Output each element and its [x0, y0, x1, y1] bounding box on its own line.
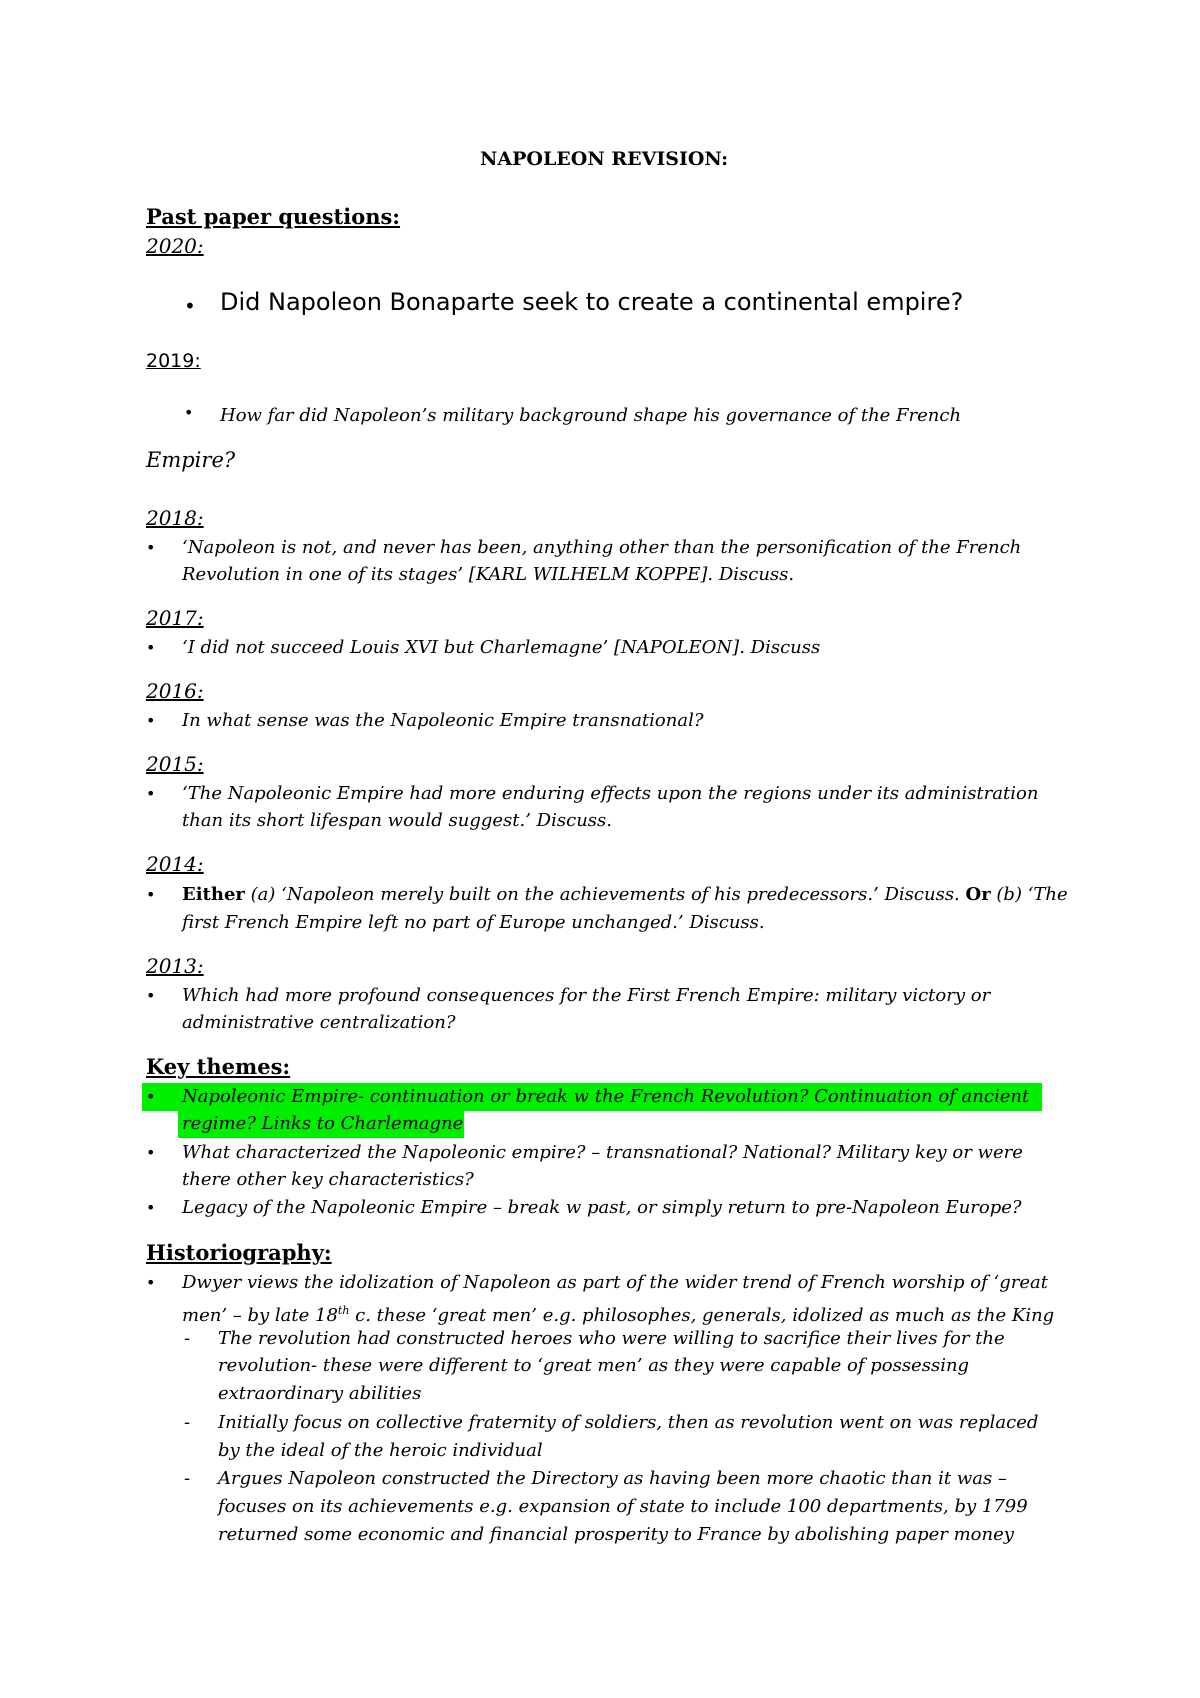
question-2019-line2: Empire? — [146, 448, 236, 472]
question-2020: Did Napoleon Bonaparte seek to create a continental empire? — [220, 288, 964, 316]
bullet: • — [146, 711, 156, 730]
bullet: • — [146, 1143, 156, 1162]
page-title: NAPOLEON REVISION: — [480, 148, 729, 170]
bullet: • — [146, 885, 156, 904]
subpoint-1-line2: revolution- these were different to ‘great men’ as they were capable of possessing — [218, 1355, 970, 1376]
bullet: • — [146, 1198, 156, 1217]
bullet: • — [146, 638, 156, 657]
bullet: • — [146, 986, 156, 1005]
year-2019: 2019: — [146, 350, 201, 372]
either-label: Either — [182, 884, 245, 905]
subpoint-3-line2: focuses on its achievements e.g. expansion of state to include 100 departments, by 1799 — [218, 1496, 1028, 1517]
year-2017: 2017: — [146, 606, 204, 630]
year-2015: 2015: — [146, 752, 204, 776]
question-2013-line2: administrative centralization? — [182, 1012, 456, 1033]
option-b: (b) ‘The — [990, 884, 1068, 905]
theme-3: Legacy of the Napoleonic Empire – break w past, or simply return to pre-Napoleon Europe? — [182, 1197, 1022, 1218]
historiography-heading: Historiography: — [146, 1240, 332, 1265]
question-2015-line2: than its short lifespan would suggest.’ Discuss. — [182, 810, 612, 831]
text-segment: c. these ‘great men’ e.g. philosophes, generals, idolized as much as the King — [349, 1305, 1055, 1326]
theme-2-line1: What characterized the Napoleonic empire? – transnational? National? Military key or were — [182, 1142, 1023, 1163]
subpoint-2-line2: by the ideal of the heroic individual — [218, 1440, 543, 1461]
option-a: (a) ‘Napoleon merely built on the achievements of his predecessors.’ Discuss. — [244, 884, 966, 905]
dash: - — [184, 1328, 191, 1349]
question-2016: In what sense was the Napoleonic Empire transnational? — [182, 710, 704, 731]
question-2017: ‘I did not succeed Louis XVI but Charlemagne’ [NAPOLEON]. Discuss — [182, 637, 821, 658]
bullet: • — [146, 1087, 156, 1106]
question-2018-line2: Revolution in one of its stages’ [KARL WILHELM KOPPE]. Discuss. — [182, 564, 795, 585]
bullet: • — [184, 294, 196, 318]
bullet: • — [146, 1273, 156, 1292]
dash: - — [184, 1412, 191, 1433]
subpoint-3-line3: returned some economic and financial prosperity to France by abolishing paper money — [218, 1524, 1014, 1545]
question-2019-line1: How far did Napoleon’s military background shape his governance of the French — [220, 405, 962, 426]
dash: - — [184, 1468, 191, 1489]
question-2018-line1: ‘Napoleon is not, and never has been, anything other than the personification of the French — [182, 537, 1022, 558]
year-2013: 2013: — [146, 954, 204, 978]
year-2020: 2020: — [146, 234, 204, 258]
subpoint-3-line1: Argues Napoleon constructed the Directory as having been more chaotic than it was – — [218, 1468, 1007, 1489]
subpoint-1-line3: extraordinary abilities — [218, 1383, 422, 1404]
question-2015-line1: ‘The Napoleonic Empire had more enduring effects upon the regions under its administration — [182, 783, 1039, 804]
past-papers-heading: Past paper questions: — [146, 204, 401, 229]
bullet: • — [146, 538, 156, 557]
bullet: • — [184, 403, 194, 422]
text-segment: men’ – by late 18 — [182, 1305, 338, 1326]
bullet: • — [146, 784, 156, 803]
key-themes-heading: Key themes: — [146, 1054, 291, 1079]
subpoint-2-line1: Initially focus on collective fraternity of soldiers, then as revolution went on was replaced — [218, 1412, 1039, 1433]
question-2013-line1: Which had more profound consequences for the First French Empire: military victory or — [182, 985, 991, 1006]
year-2014: 2014: — [146, 852, 204, 876]
theme-1-line1: Napoleonic Empire- continuation or break w the French Revolution? Continuation of ancient — [182, 1086, 1030, 1107]
subpoint-1-line1: The revolution had constructed heroes who were willing to sacrifice their lives for the — [218, 1328, 1005, 1349]
year-2016: 2016: — [146, 679, 204, 703]
question-2014-line2: first French Empire left no part of Europe unchanged.’ Discuss. — [182, 912, 765, 933]
theme-2-line2: there other key characteristics? — [182, 1169, 474, 1190]
superscript: th — [337, 1304, 350, 1317]
historiography-point-line1: Dwyer views the idolization of Napoleon as part of the wider trend of French worship of ‘great — [182, 1272, 1048, 1293]
or-label: Or — [965, 884, 991, 905]
question-2014-line1 — [182, 881, 1068, 909]
year-2018: 2018: — [146, 506, 204, 530]
theme-1-line2: regime? Links to Charlemagne — [182, 1113, 464, 1134]
